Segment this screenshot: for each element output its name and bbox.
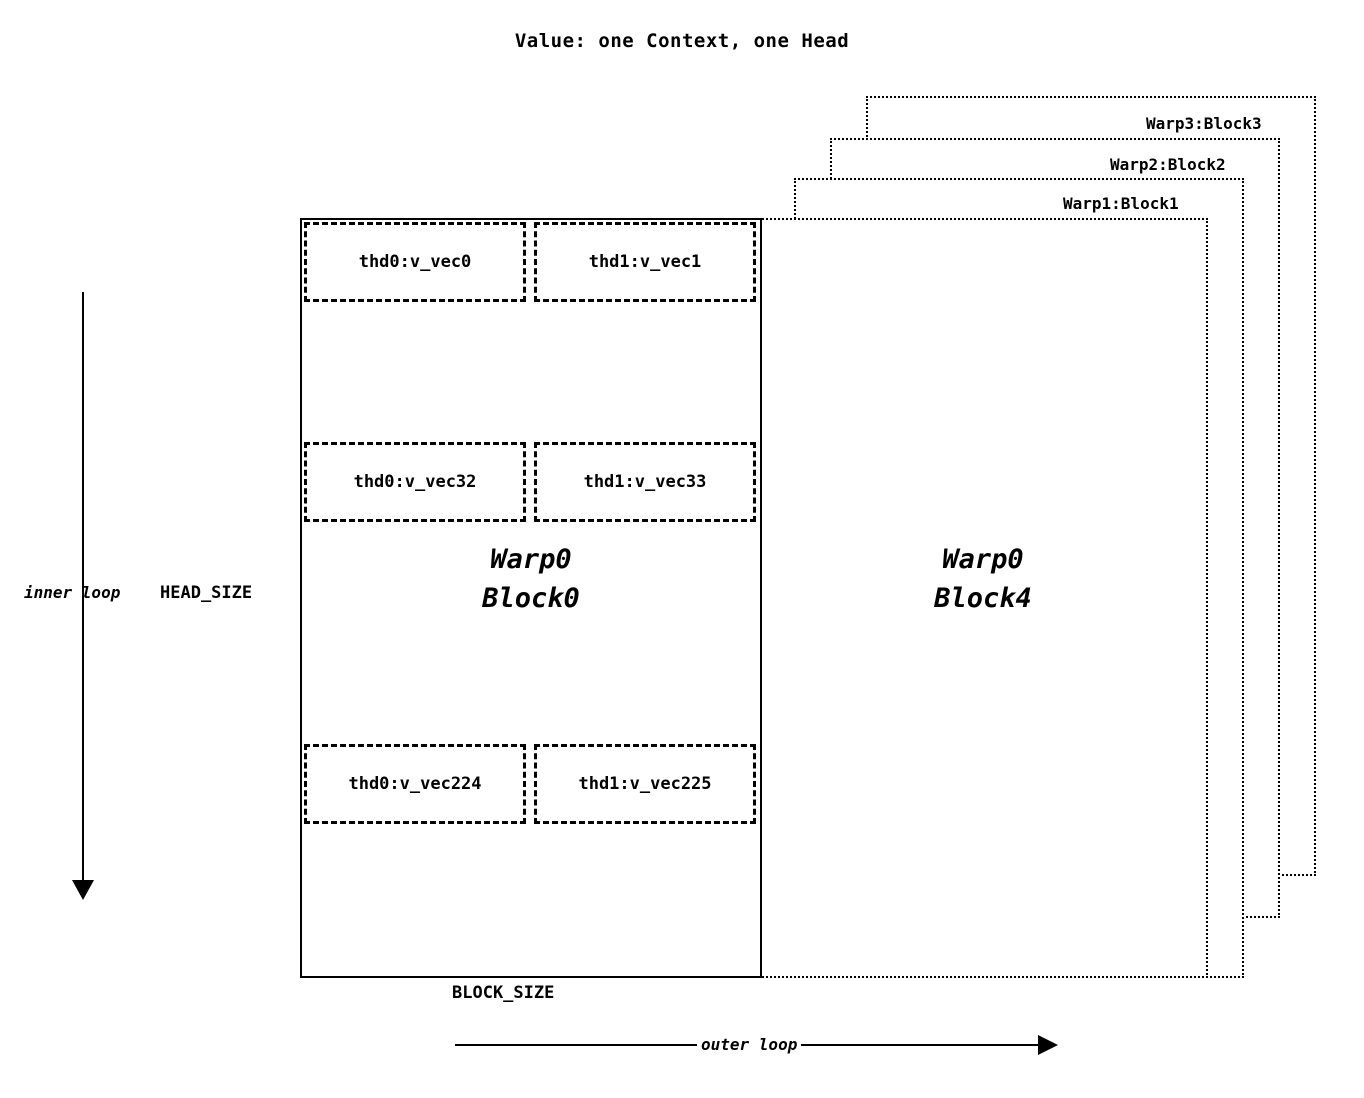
outer-loop-label: outer loop <box>697 1035 801 1054</box>
head-size-label: HEAD_SIZE <box>160 583 253 603</box>
thread-row-32 <box>304 442 756 522</box>
ghost-block-2-label: Warp2:Block2 <box>1110 155 1226 174</box>
page-title: Value: one Context, one Head <box>514 30 850 52</box>
outer-loop-arrow-head <box>1038 1035 1058 1055</box>
thread-row-0 <box>304 222 756 302</box>
ghost-block-3-label: Warp3:Block3 <box>1146 114 1262 133</box>
block4-warp-label <box>760 540 1206 618</box>
inner-loop-label: inner loop <box>24 583 121 602</box>
inner-loop-arrow-head <box>72 880 94 900</box>
block0-block-line2: Block0 <box>482 583 580 615</box>
block-size-label: BLOCK_SIZE <box>452 983 555 1003</box>
thread-cell: thd0:v_vec224 <box>304 744 526 824</box>
block0-warp-line1: Warp0 <box>490 544 572 575</box>
thread-row-224 <box>304 744 756 824</box>
block4-warp-line1: Warp0 <box>942 544 1024 575</box>
thread-cell: thd1:v_vec33 <box>534 442 756 522</box>
block0-warp-label <box>302 540 760 618</box>
thread-cell: thd1:v_vec225 <box>534 744 756 824</box>
block0-panel <box>300 218 762 978</box>
block4-panel <box>758 218 1208 978</box>
thread-cell: thd1:v_vec1 <box>534 222 756 302</box>
block4-block-line2: Block4 <box>934 583 1032 615</box>
thread-cell: thd0:v_vec32 <box>304 442 526 522</box>
ghost-block-1-label: Warp1:Block1 <box>1063 194 1179 213</box>
thread-cell: thd0:v_vec0 <box>304 222 526 302</box>
